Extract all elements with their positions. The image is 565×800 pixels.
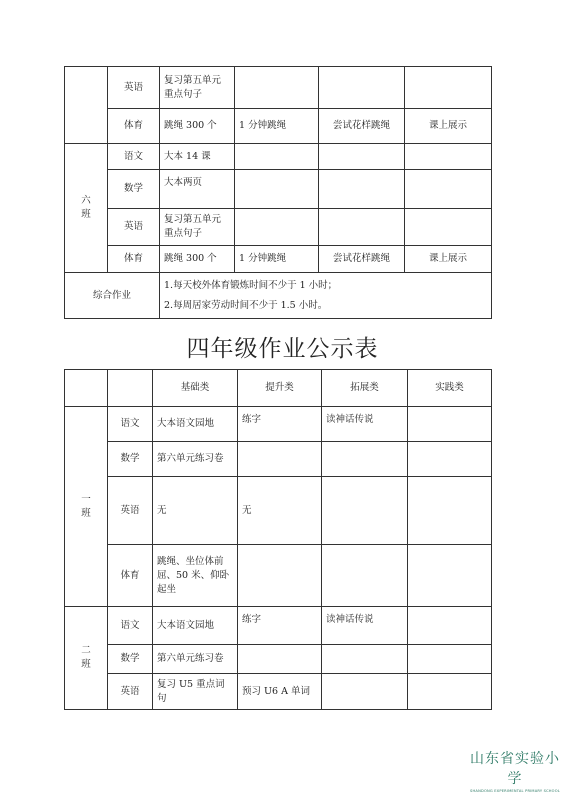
header-practice: 实践类 [408,370,492,407]
improve-cell [235,209,319,246]
extend-cell [319,67,405,109]
header-blank [65,370,108,407]
grade4-homework-table [64,369,492,710]
class-name-cell [65,607,108,710]
practice-cell [408,545,492,607]
table-row [65,645,492,674]
practice-cell [408,607,492,645]
improve-cell: 1 分钟跳绳 [235,109,319,144]
improve-cell [238,545,322,607]
practice-cell [408,442,492,477]
extend-cell [319,209,405,246]
subject-cell: 英语 [108,477,153,545]
basic-cell: 第六单元练习卷 [153,442,238,477]
table-row [65,477,492,545]
basic-cell: 跳绳、坐位体前屈、50 米、仰卧起坐 [153,545,238,607]
practice-cell [405,144,492,170]
subject-cell: 语文 [108,607,153,645]
table-row [65,545,492,607]
table-row [65,607,492,645]
class-name-char: 二 [81,645,91,656]
summary-line: 2.每周居家劳动时间不少于 1.5 小时。 [164,299,328,311]
practice-cell [408,674,492,710]
extend-cell [322,477,408,545]
improve-cell: 练字 [238,407,322,442]
table-row [65,144,492,170]
school-logo [470,748,560,793]
table-row [65,246,492,273]
basic-cell: 大本语文园地 [153,407,238,442]
improve-cell: 预习 U6 A 单词 [238,674,322,710]
table-row [65,67,492,109]
improve-cell [235,144,319,170]
practice-cell [405,67,492,109]
extend-cell: 尝试花样跳绳 [319,246,405,273]
class-name-char: 班 [81,507,91,519]
improve-cell: 无 [238,477,322,545]
improve-cell: 练字 [238,607,322,645]
summary-label: 综合作业 [65,273,160,319]
practice-cell [408,477,492,545]
header-blank [108,370,153,407]
improve-cell [235,170,319,209]
school-name-cn: 山东省实验小学 [470,751,560,787]
table-row [65,442,492,477]
improve-cell: 1 分钟跳绳 [235,246,319,273]
basic-cell: 跳绳 300 个 [160,246,235,273]
subject-cell: 英语 [108,209,160,246]
subject-cell: 英语 [108,674,153,710]
subject-cell: 语文 [108,144,160,170]
basic-cell: 大本语文园地 [153,607,238,645]
summary-row [65,273,492,319]
subject-cell: 语文 [108,407,153,442]
basic-cell: 复习 U5 重点词句 [153,674,238,710]
subject-cell: 体育 [108,109,160,144]
extend-cell [322,442,408,477]
basic-cell: 第六单元练习卷 [153,645,238,674]
class-name-char: 班 [81,209,91,220]
practice-cell: 课上展示 [405,246,492,273]
table-row [65,109,492,144]
summary-content [160,273,492,319]
class-name-cell [65,144,108,273]
basic-cell: 无 [153,477,238,545]
improve-cell [238,645,322,674]
extend-cell [319,144,405,170]
table-row [65,407,492,442]
subject-cell: 英语 [108,67,160,109]
header-basic: 基础类 [153,370,238,407]
summary-line: 1.每天校外体育锻炼时间不少于 1 小时； [164,279,338,291]
extend-cell: 读神话传说 [322,407,408,442]
subject-cell: 体育 [108,545,153,607]
class-name-cell [65,407,108,607]
class-name-char: 六 [81,195,91,206]
class-name-char: 班 [81,659,91,670]
extend-cell [319,170,405,209]
basic-cell: 复习第五单元重点句子 [160,67,235,109]
extend-cell: 尝试花样跳绳 [319,109,405,144]
table-row [65,674,492,710]
improve-cell [235,67,319,109]
subject-cell: 数学 [108,170,160,209]
header-extend: 拓展类 [322,370,408,407]
practice-cell [405,170,492,209]
page-title: 四年级作业公示表 [186,336,379,362]
subject-cell: 体育 [108,246,160,273]
basic-cell: 大本 14 课 [160,144,235,170]
class-cell [65,67,108,144]
practice-cell [408,407,492,442]
table-row [65,170,492,209]
extend-cell [322,674,408,710]
extend-cell [322,645,408,674]
basic-cell: 跳绳 300 个 [160,109,235,144]
class-name-char: 一 [81,493,91,505]
extend-cell: 读神话传说 [322,607,408,645]
improve-cell [238,442,322,477]
school-name-en: SHANDONG EXPERIMENTAL PRIMARY SCHOOL [470,789,560,793]
basic-cell: 复习第五单元重点句子 [160,209,235,246]
header-improve: 提升类 [238,370,322,407]
basic-cell: 大本两页 [160,170,235,209]
practice-cell [408,645,492,674]
table-row [65,209,492,246]
subject-cell: 数学 [108,645,153,674]
practice-cell [405,209,492,246]
extend-cell [322,545,408,607]
subject-cell: 数学 [108,442,153,477]
header-row [65,370,492,407]
practice-cell: 课上展示 [405,109,492,144]
previous-grade-table [64,66,492,319]
